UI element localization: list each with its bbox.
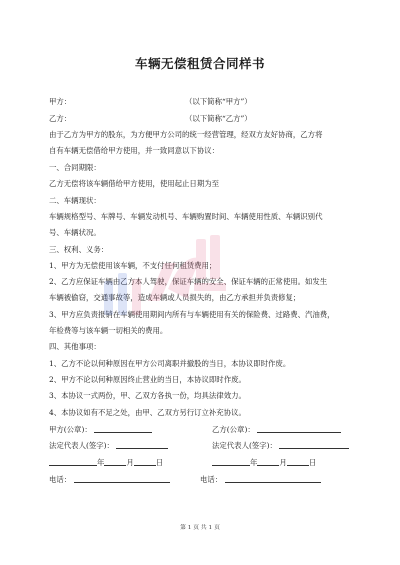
- party-b-label: 乙方：: [49, 114, 72, 123]
- section-2-line-1: 车辆规格型号、车牌号、车辆发动机号、车辆购置时间、车辆使用性质、车辆识别代: [49, 212, 323, 221]
- date-a-month-label: 月: [126, 458, 134, 467]
- representative-a-blank: [116, 440, 168, 449]
- intro-line-2: 自有车辆无偿借给甲方使用，并一致同意以下协议：: [49, 146, 219, 155]
- section-3-line-1: 1、甲方为无偿使用该车辆，不支付任何租赁费用；: [49, 261, 217, 270]
- intro-line-1: 由于乙方为甲方的股东，为方便甲方公司的统一经营管理，经双方友好协商，乙方将: [49, 130, 323, 139]
- party-b-seal-blank: [257, 424, 341, 433]
- section-3-line-5: 年检费等与该车辆一切相关的费用。: [49, 326, 168, 335]
- representative-a-label: 法定代表人(签字)：: [49, 441, 114, 450]
- date-b-day-blank: [287, 457, 309, 466]
- representative-row: [49, 440, 354, 451]
- party-b-note: （以下简称“乙方”）: [185, 114, 252, 123]
- section-1-heading: 一、合同期限：: [49, 163, 101, 172]
- phone-b-blank: [225, 474, 321, 483]
- phone-row: [49, 474, 354, 485]
- party-a-row: [49, 97, 354, 107]
- section-3-heading: 三、权利、义务：: [49, 245, 109, 254]
- section-4-line-1: 1、乙方不论以何种原因在甲方公司离职并撤股的当日，本协议即时作废。: [49, 359, 291, 368]
- party-a-label: 甲方：: [49, 97, 72, 106]
- page-footer: 第 1 页 共 1 页: [180, 525, 220, 531]
- date-a-year-label: 年: [97, 458, 105, 467]
- party-a-seal-label: 甲方(公章)：: [49, 425, 92, 434]
- representative-b-blank: [279, 440, 349, 449]
- section-2-heading: 二、车辆现状：: [49, 196, 101, 205]
- section-4-heading: 四、其他事项：: [49, 342, 101, 351]
- section-1-line: 乙方无偿将该车辆借给甲方使用，使用起止日期为至: [49, 179, 219, 188]
- phone-a-label: 电话：: [49, 475, 72, 484]
- section-4-line-4: 4、本协议如有不足之处，由甲、乙双方另行订立补充协议。: [49, 408, 246, 417]
- document-title: 车辆无偿租赁合同样书: [134, 56, 265, 71]
- date-b-day-label: 日: [308, 458, 317, 467]
- date-b-month-blank: [257, 457, 279, 466]
- date-a-day-label: 日: [155, 458, 164, 467]
- section-2-line-2: 号、车辆状况。: [49, 228, 101, 237]
- date-a-day-blank: [134, 457, 156, 466]
- section-3-line-2: 2、乙方应保证车辆由乙方本人驾驶，保证车辆的安全、保证车辆的正常使用。如发生: [49, 277, 328, 286]
- date-b-month-label: 月: [279, 458, 287, 467]
- date-row: [49, 457, 354, 468]
- date-a-year-blank: [49, 457, 97, 466]
- party-b-seal-label: 乙方(公章)：: [212, 425, 255, 434]
- section-3-line-3: 车辆被偷窃，交通事故等，造成车辆或人员损失的，由乙方承担并负责修复；: [49, 293, 301, 302]
- section-4-line-2: 2、甲方不论以何种原因终止营业的当日，本协议即时作废。: [49, 375, 246, 384]
- party-a-note: （以下简称“甲方”）: [185, 97, 252, 106]
- seal-row: [49, 424, 354, 435]
- date-b-year-label: 年: [250, 458, 258, 467]
- party-a-seal-blank: [94, 424, 152, 433]
- date-b-year-blank: [212, 457, 250, 466]
- phone-a-blank: [74, 474, 170, 483]
- party-b-row: [49, 114, 354, 124]
- section-3-line-4: 3、甲方应负责报销在车辆使用期间内所有与车辆使用有关的保险费、过路费、汽油费，: [49, 310, 335, 319]
- representative-b-label: 法定代表人(签字)：: [212, 441, 277, 450]
- section-4-line-3: 3、本协议一式两份，甲、乙双方各执一份，均具法律效力。: [49, 391, 246, 400]
- date-a-month-blank: [104, 457, 126, 466]
- phone-b-label: 电话：: [200, 475, 223, 484]
